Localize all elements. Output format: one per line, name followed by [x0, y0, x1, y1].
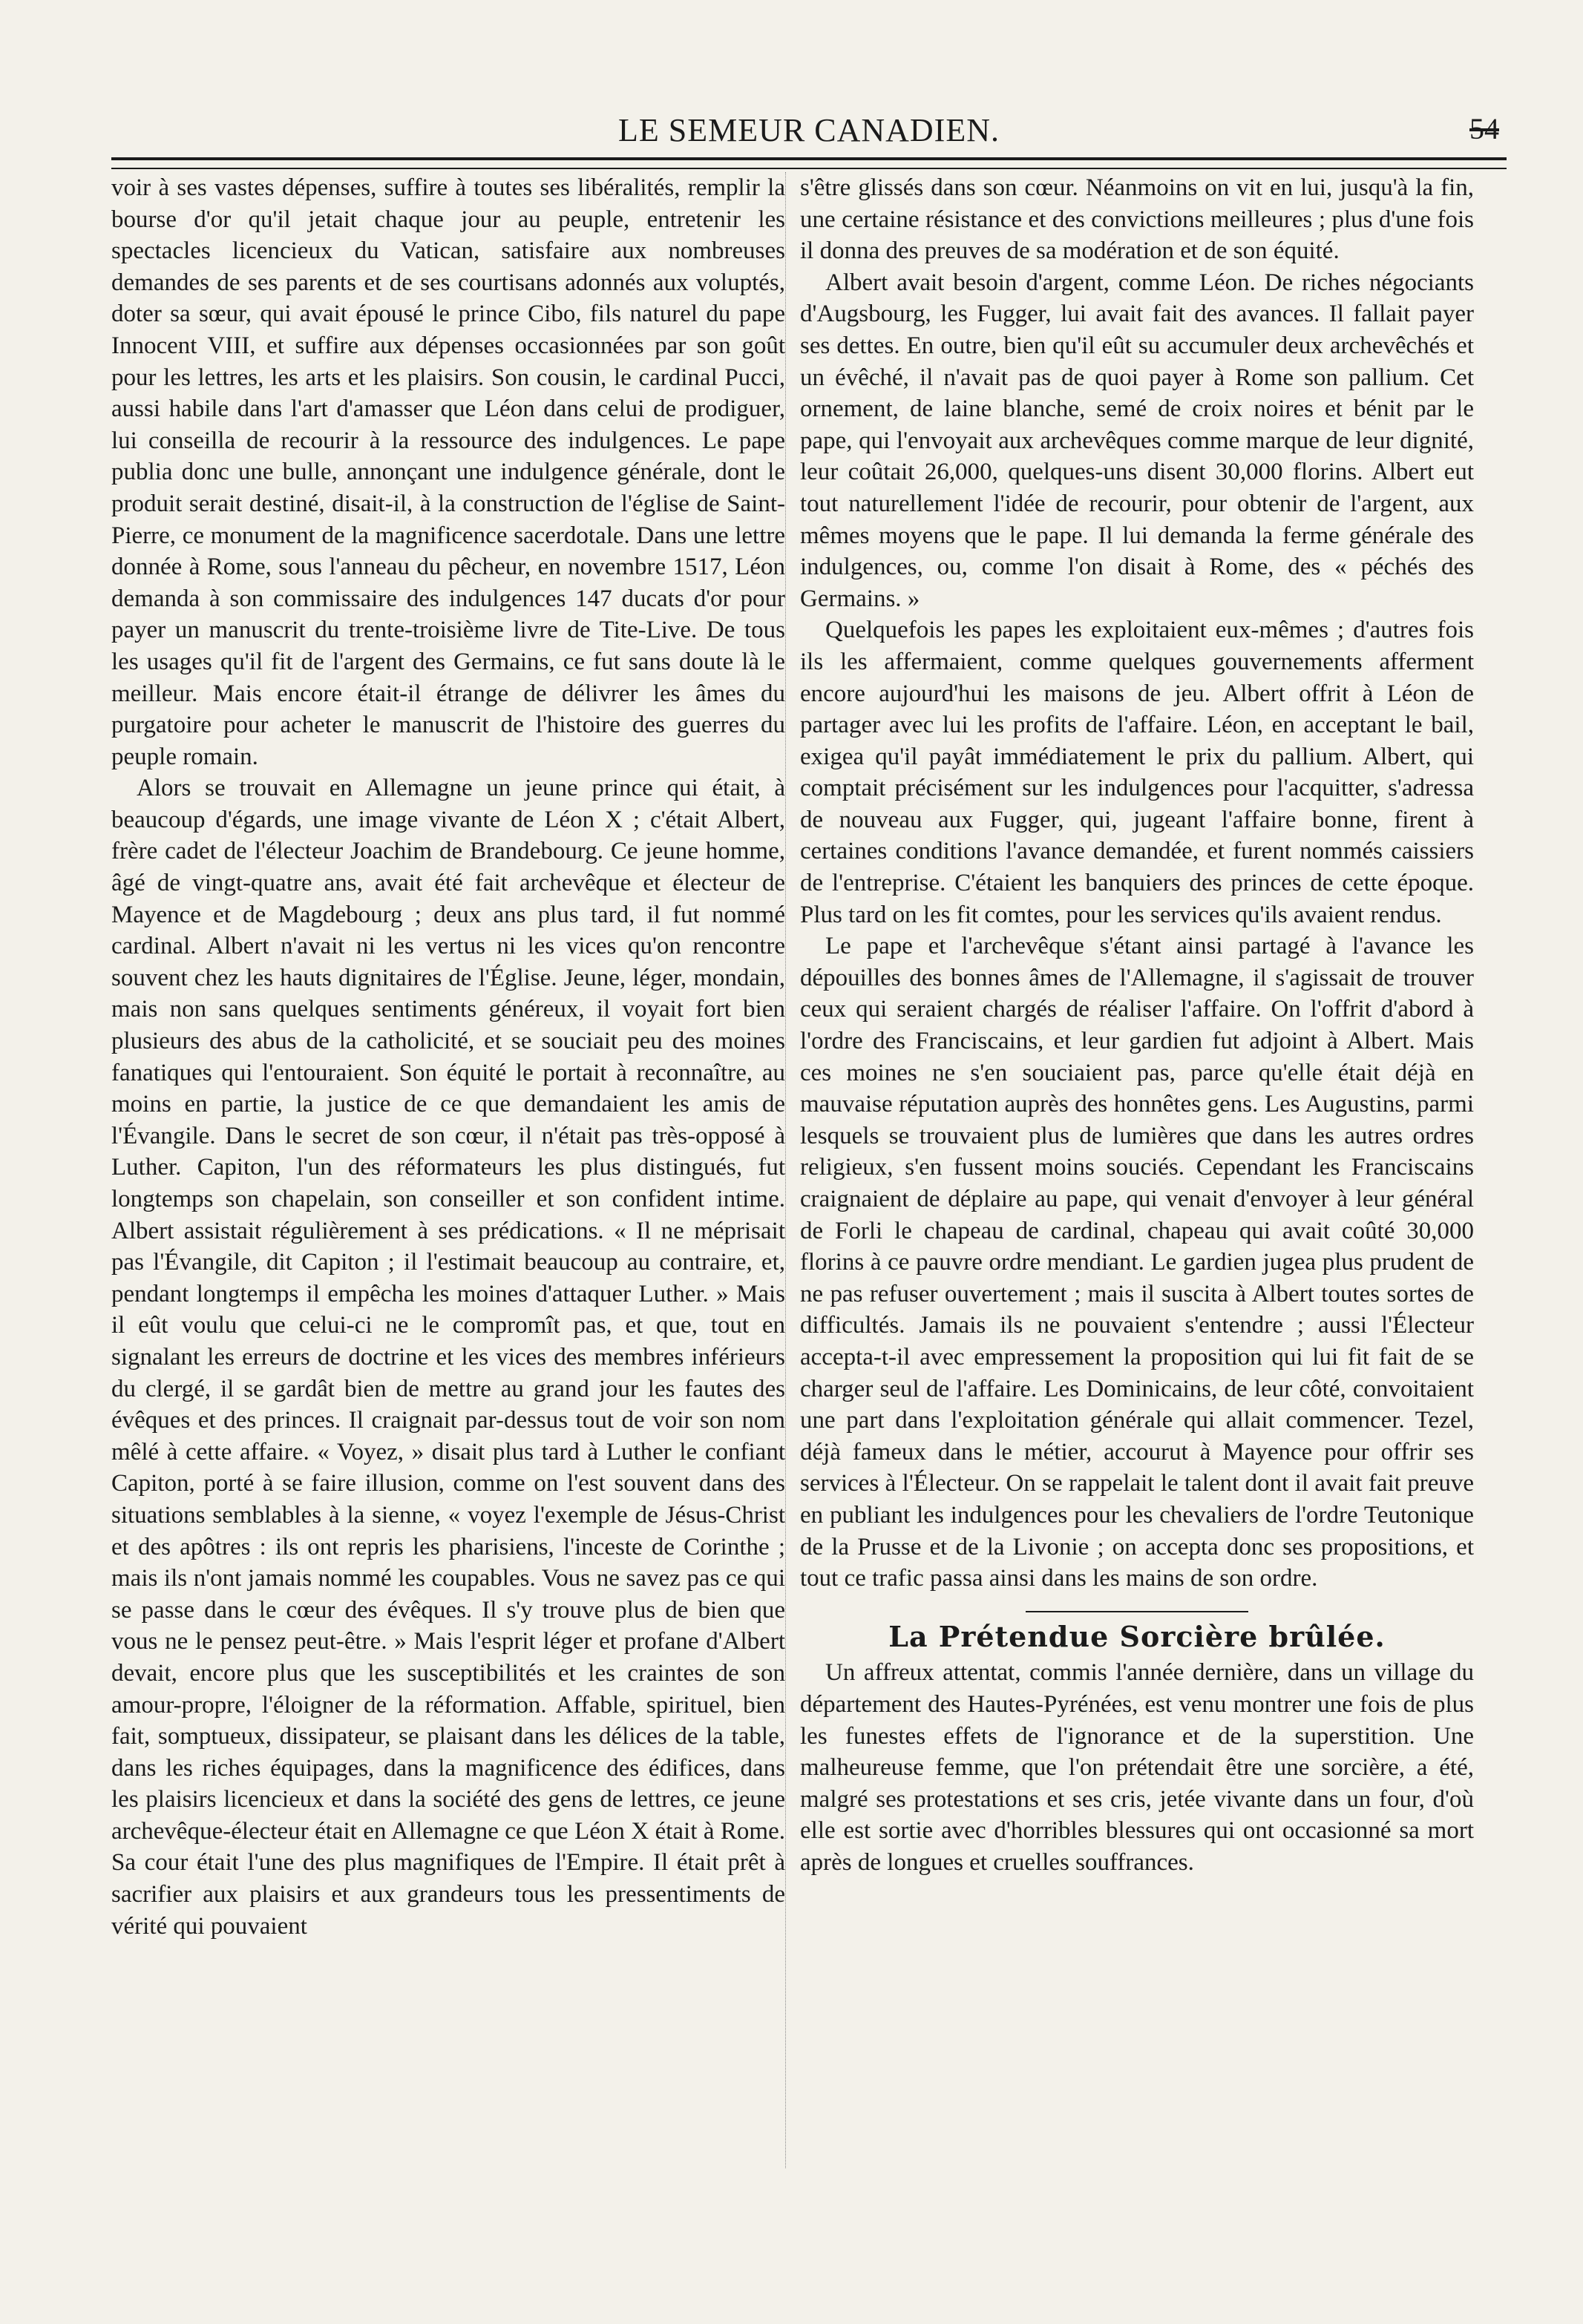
section-heading: La Prétendue Sorcière brûlée. — [888, 1619, 1386, 1653]
page-header — [119, 111, 1499, 156]
right-paragraph-4: Le pape et l'archevêque s'étant ainsi partagé à l'avance les dépouilles des bonnes âmes de l'Allemagne, il s'agissait de trouver ceux qui seraient chargés de réaliser l'affaire. On l'offrit d'abord à l'ordre des Franciscains, et leur gardien fut adjoint à Albert. Mais ces moines ne s'en souciaient pas, parce qu'elle était déjà en mauvaise réputation auprès des honnêtes gens. Les Augustins, parmi lesquels se trouvaient plus de lumières que dans les autres ordres religieux, s'en fussent moins souciés. Cependant les Franciscains craignaient de déplaire au pape, qui venait d'envoyer à leur général de Forli le chapeau de cardinal, chapeau qui avait coûté 30,000 florins à ce pauvre ordre mendiant. Le gardien jugea plus prudent de ne pas refuser ouvertement ; mais il suscita à Albert toutes sortes de difficultés. Jamais ils ne pouvaient s'entendre ; aussi l'Électeur accepta-t-il avec empressement la proposition qui lui fit fait de se charger seul de l'affaire. Les Dominicains, de leur côté, convoitaient une part dans l'exploitation générale qui allait commencer. Tezel, déjà fameux dans le métier, accourut à Mayence pour offrir ses services à l'Électeur. On se rappelait le talent dont il avait fait preuve en publiant les indulgences pour les chevaliers de l'ordre Teutonique de la Prusse et de la Livonie ; on accepta donc ses propositions, et tout ce trafic passa ainsi dans les mains de son ordre. — [800, 933, 1474, 1592]
left-paragraph-1: voir à ses vastes dépenses, suffire à toutes ses libéralités, remplir la bourse d'or qu'il jetait chaque jour au peuple, entretenir les spectacles licencieux du Vatican, satisfaire aux nombreuses demandes de ses parents et de ses courtisans adonnés aux voluptés, doter sa sœur, qui avait épousé le prince Cibo, fils naturel du pape Innocent VIII, et suffire aux dépenses occasionnées par son goût pour les lettres, les arts et les plaisirs. Son cousin, le cardinal Pucci, aussi habile dans l'art d'amasser que Léon dans celui de prodiguer, lui conseilla de recourir à la ressource des indulgences. Le pape publia donc une bulle, annonçant une indulgence générale, dont le produit serait destiné, disait-il, à la construction de l'église de Saint-Pierre, ce monument de la magnificence sacerdotale. Dans une lettre donnée à Rome, sous l'anneau du pêcheur, en novembre 1517, Léon demanda à son commissaire des indulgences 147 ducats d'or pour payer un manuscrit du trente-troisième livre de Tite-Live. De tous les usages qu'il fit de l'argent des Germains, ce fut sans doute là le meilleur. Mais encore était-il étrange de délivrer les âmes du purgatoire pour acheter le manuscrit de l'histoire des guerres du peuple romain. — [111, 174, 785, 770]
column-divider — [785, 172, 786, 2168]
right-column — [800, 172, 1474, 2294]
newspaper-title: LE SEMEUR CANADIEN. — [618, 112, 1000, 148]
right-paragraph-3: Quelquefois les papes les exploitaient eux-mêmes ; d'autres fois ils les affermaient, comme quelques gouvernements afferment encore aujourd'hui les maisons de jeu. Albert offrit à Léon de partager avec lui les profits de l'affaire. Léon, en acceptant le bail, exigea qu'il payât immédiatement le prix du pallium. Albert, qui comptait précisément sur les indulgences pour l'acquitter, s'adressa de nouveau aux Fugger, qui, jugeant l'affaire bonne, firent à certaines conditions l'avance demandée, et furent nommés caissiers de l'entreprise. C'étaient les banquiers des princes de cette époque. Plus tard on les fit comtes, pour les services qu'ils avaient rendus. — [800, 617, 1474, 928]
page-number: 54 — [1469, 112, 1499, 145]
section-rule — [1026, 1611, 1248, 1612]
left-paragraph-2: Alors se trouvait en Allemagne un jeune prince qui était, à beaucoup d'égards, une image vivante de Léon X ; c'était Albert, frère cadet de l'électeur Joachim de Brandebourg. Ce jeune homme, âgé de vingt-quatre ans, avait été fait archevêque et électeur de Mayence et de Magdebourg ; deux ans plus tard, il fut nommé cardinal. Albert n'avait ni les vertus ni les vices qu'on rencontre souvent chez les hauts dignitaires de l'Église. Jeune, léger, mondain, mais non sans quelques sentiments généreux, il voyait fort bien plusieurs des abus de la catholicité, et se souciait peu des moines fanatiques qui l'entouraient. Son équité le portait à reconnaître, au moins en partie, la justice de ce que demandaient les amis de l'Évangile. Dans le secret de son cœur, il n'était pas très-opposé à Luther. Capiton, l'un des réformateurs les plus distingués, fut longtemps son chapelain, son conseiller et son confident intime. Albert assistait régulièrement à ses prédications. « Il ne méprisait pas l'Évangile, dit Capiton ; il l'estimait beaucoup au contraire, et, pendant longtemps il empêcha les moines d'attaquer Luther. » Mais il eût voulu que celui-ci ne le compromît pas, et que, tout en signalant les erreurs de doctrine et les vices des membres inférieurs du clergé, il se gardât bien de mettre au grand jour les fautes des évêques et des princes. Il craignait par-dessus tout de voir son nom mêlé à cette affaire. « Voyez, » disait plus tard à Luther le confiant Capiton, porté à se faire illusion, comme on l'est souvent dans des situations semblables à la sienne, « voyez l'exemple de Jésus-Christ et des apôtres : ils ont repris les pharisiens, l'inceste de Corinthe ; mais ils n'ont jamais nommé les coupables. Vous ne savez pas ce qui se passe dans le cœur des évêques. Il s'y trouve plus de bien que vous ne le pensez peut-être. » Mais l'esprit léger et profane d'Albert devait, encore plus que les susceptibilités et les craintes de son amour-propre, l'éloigner de la réformation. Affable, spirituel, bien fait, somptueux, dissipateur, se plaisant dans les délices de la table, dans les riches équipages, dans la magnificence des édifices, dans les plaisirs licencieux et dans la société des gens de lettres, ce jeune archevêque-électeur était en Allemagne ce que Léon X était à Rome. Sa cour était l'une des plus magnifiques de l'Empire. Il était prêt à sacrifier aux plaisirs et aux grandeurs tous les pressentiments de vérité qui pouvaient — [111, 775, 785, 1940]
header-rule — [111, 157, 1507, 169]
right-paragraph-2: Albert avait besoin d'argent, comme Léon. De riches négociants d'Augsbourg, les Fugger, lui avait fait des avances. Il fallait payer ses dettes. En outre, bien qu'il eût su accumuler deux archevêchés et un évêché, il n'avait pas de quoi payer à Rome son pallium. Cet ornement, de laine blanche, semé de croix noires et bénit par le pape, qui l'envoyait aux archevêques comme marque de leur dignité, leur coûtait 26,000, quelques-uns disent 30,000 florins. Albert eut tout naturellement l'idée de recourir, pour obtenir de l'argent, aux mêmes moyens que le pape. Il lui demanda la ferme générale des indulgences, ou, comme l'on disait à Rome, des « péchés des Germains. » — [800, 269, 1474, 612]
right-paragraph-1: s'être glissés dans son cœur. Néanmoins on vit en lui, jusqu'à la fin, une certaine résistance et des convictions meilleures ; plus d'une fois il donna des preuves de sa modération et de son équité. — [800, 174, 1474, 265]
section-paragraph: Un affreux attentat, commis l'année dernière, dans un village du département des Hautes-Pyrénées, est venu montrer une fois de plus les funestes effets de l'ignorance et de la superstition. Une malheureuse femme, que l'on prétendait être une sorcière, a été, malgré ses protestations et ses cris, jetée vivante dans un four, d'où elle est sortie avec d'horribles blessures qui ont occasionné sa mort après de longues et cruelles souffrances. — [800, 1659, 1474, 1876]
left-column — [111, 172, 785, 2294]
